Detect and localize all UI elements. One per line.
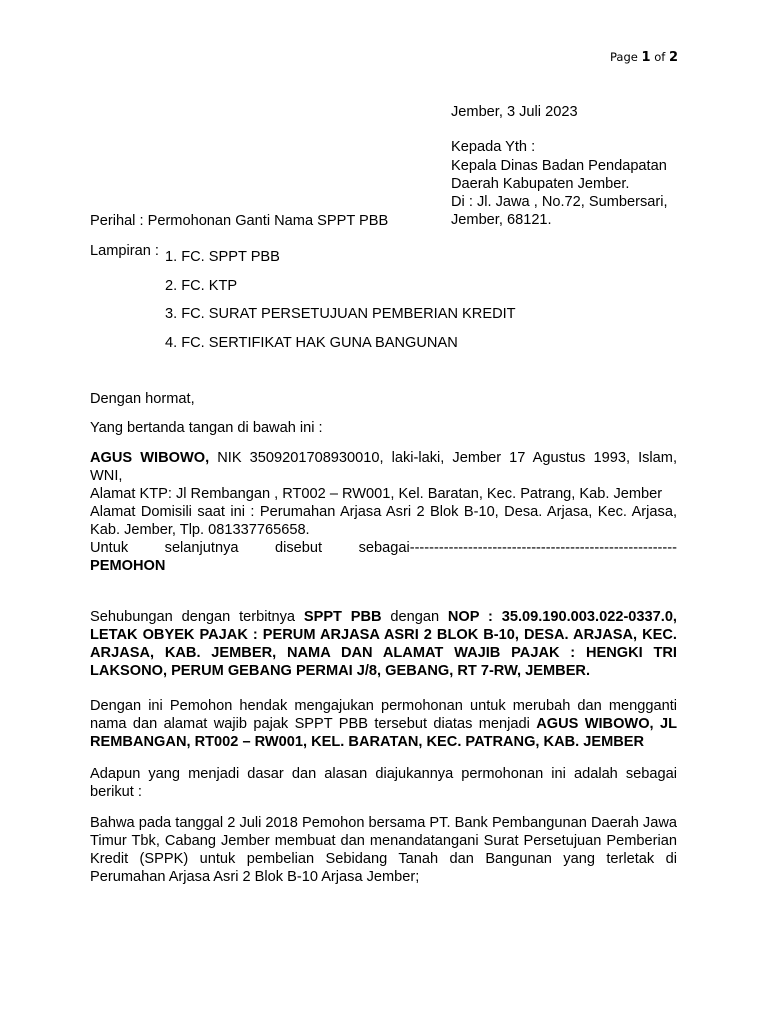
applicant-domicile: Alamat Domisili saat ini : Perumahan Arjasa Asri 2 Blok B-10, Desa. Arjasa, Kec. Arjasa, Kab. Jember, Tlp. 081337765658.: [90, 504, 677, 538]
attachment-item: 4. FC. SERTIFIKAT HAK GUNA BANGUNAN: [165, 334, 458, 351]
recipient-line: Daerah Kabupaten Jember.: [451, 176, 630, 192]
subject-line: Perihal : Permohonan Ganti Nama SPPT PBB: [90, 213, 389, 229]
recipient-line: Kepala Dinas Badan Pendapatan: [451, 158, 667, 174]
para2-text: Dengan ini Pemohon hendak mengajukan permohonan untuk merubah dan mengganti nama dan alamat wajib pajak SPPT PBB tersebut diatas menjadi: [90, 698, 677, 732]
page-number: [610, 48, 678, 67]
recipient-line: Di : Jl. Jawa , No.72, Sumbersari,: [451, 194, 668, 210]
paragraph-background: Bahwa pada tanggal 2 Juli 2018 Pemohon bersama PT. Bank Pembangunan Daerah Jawa Timur Tbk, Cabang Jember membuat dan menandatangani Surat Persetujuan Pemberian Kredit (SPPK) untuk pembelian Sebidang Tanah dan Bangunan yang terletak di Perumahan Arjasa Asri 2 Blok B-10 Arjasa Jember;: [90, 815, 677, 885]
recipient-greeting: Kepada Yth :: [451, 139, 536, 155]
paragraph-request: [90, 697, 677, 751]
para1-sppt: SPPT PBB: [303, 609, 382, 625]
paragraph-nop: [90, 608, 677, 680]
applicant-designation: Untuk selanjutnya disebut sebagai-------------------------------------------------------: [90, 540, 677, 556]
applicant-role: PEMOHON: [90, 558, 166, 574]
intro-line: Yang bertanda tangan di bawah ini :: [90, 420, 323, 436]
page-current: 1: [641, 50, 651, 65]
place-date: Jember, 3 Juli 2023: [451, 104, 578, 120]
salutation: Dengan hormat,: [90, 391, 195, 407]
para1-nop-details: NOP : 35.09.190.003.022-0337.0, LETAK OBYEK PAJAK : PERUM ARJASA ASRI 2 BLOK B-10, DESA. ARJASA, KEC. ARJASA, KAB. JEMBER, NAMA DAN ALAMAT WAJIB PAJAK : HENGKI TRI LAKSONO, PERUM GEBANG PERMAI J/8, GEBANG, RT 7-RW, JEMBER.: [90, 609, 677, 679]
applicant-identity: NIK 3509201708930010, laki-laki, Jember 17 Agustus 1993, Islam, WNI,: [90, 450, 678, 484]
attachment-item: 3. FC. SURAT PERSETUJUAN PEMBERIAN KREDIT: [165, 306, 516, 322]
para1-text: dengan: [381, 609, 448, 625]
applicant-details: [90, 449, 677, 575]
para1-text: Sehubungan dengan terbitnya: [90, 609, 304, 625]
paragraph-basis: Adapun yang menjadi dasar dan alasan diajukannya permohonan ini adalah sebagai berikut :: [90, 766, 677, 800]
attachment-item: 2. FC. KTP: [165, 277, 238, 294]
applicant-name: AGUS WIBOWO,: [90, 450, 210, 466]
page-total: 2: [668, 50, 678, 65]
recipient-block: [451, 138, 668, 229]
recipient-line: Jember, 68121.: [451, 212, 552, 228]
attachment-item: 1. FC. SPPT PBB: [165, 249, 280, 265]
applicant-ktp-address: Alamat KTP: Jl Rembangan , RT002 – RW001, Kel. Baratan, Kec. Patrang, Kab. Jember: [90, 486, 663, 502]
attachments-label: Lampiran :: [90, 243, 159, 259]
attachments-list: [165, 248, 516, 362]
page-of: of: [654, 50, 666, 64]
page-prefix: Page: [610, 50, 638, 64]
para2-new-name: AGUS WIBOWO, JL REMBANGAN, RT002 – RW001, KEL. BARATAN, KEC. PATRANG, KAB. JEMBER: [90, 716, 677, 750]
